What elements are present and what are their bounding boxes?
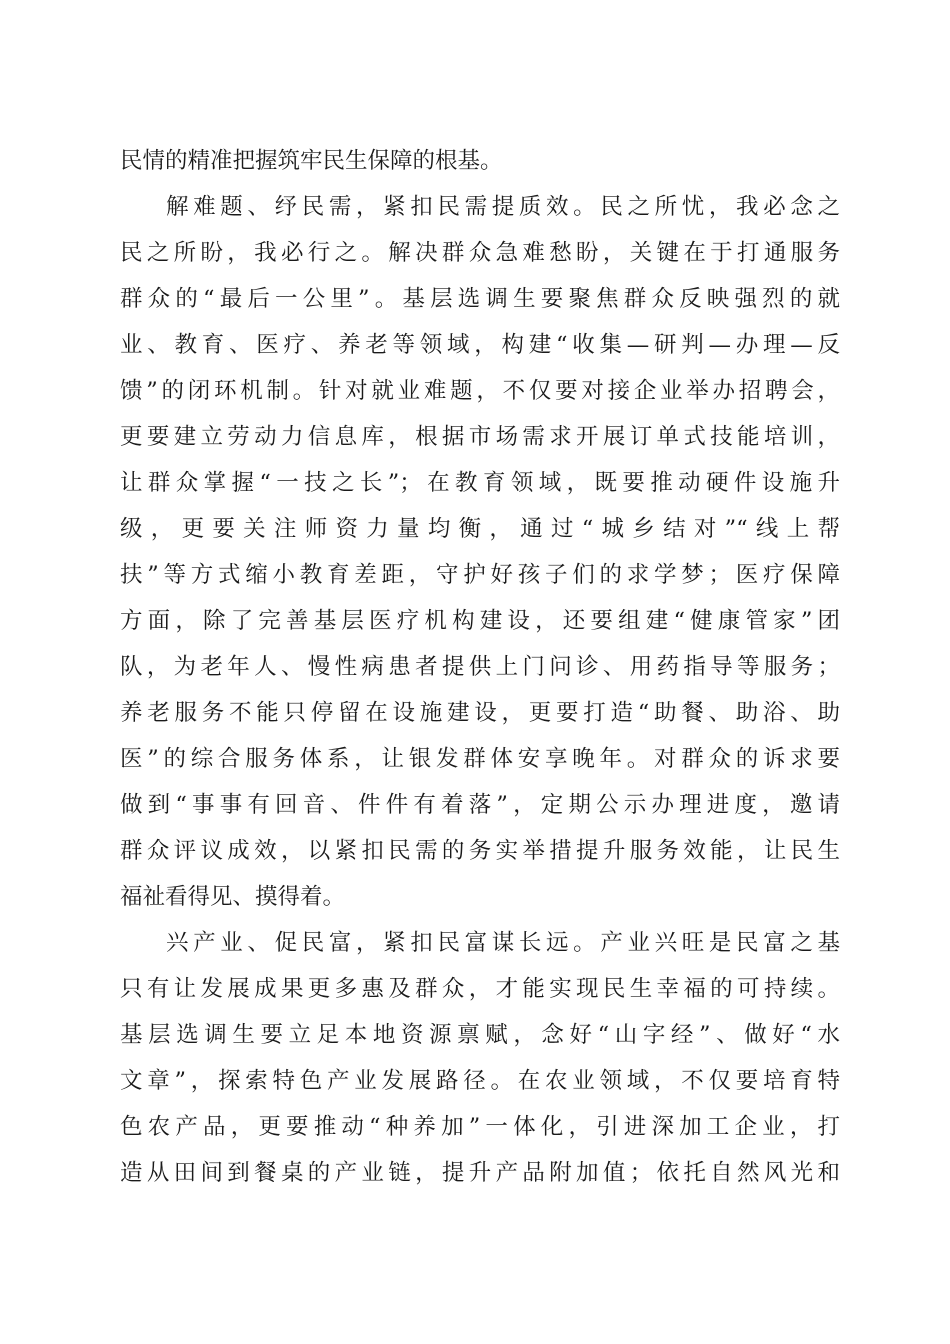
text-line: 养老服务不能只停留在设施建设，更要打造“助餐、助浴、助 <box>120 700 840 726</box>
text-line: 只有让发展成果更多惠及群众，才能实现民生幸福的可持续。 <box>120 976 840 1002</box>
paragraph-3 <box>120 920 840 1196</box>
paragraph-1 <box>120 138 840 184</box>
text-line: 馈”的闭环机制。针对就业难题，不仅要对接企业举办招聘会， <box>120 378 840 404</box>
text-line: 福祉看得见、摸得着。 <box>120 884 346 910</box>
text-line: 文章”，探索特色产业发展路径。在农业领域，不仅要培育特 <box>120 1068 840 1094</box>
body-text <box>120 138 840 1196</box>
text-line: 民情的精准把握筑牢民生保障的根基。 <box>120 148 503 174</box>
text-line: 方面，除了完善基层医疗机构建设，还要组建“健康管家”团 <box>120 608 840 634</box>
text-line: 让群众掌握“一技之长”；在教育领域，既要推动硬件设施升 <box>120 470 840 496</box>
text-line: 业、教育、医疗、养老等领域，构建“收集—研判—办理—反 <box>120 332 840 358</box>
text-line: 解难题、纾民需，紧扣民需提质效。民之所忧，我必念之 <box>166 194 840 220</box>
text-line: 色农产品，更要推动“种养加”一体化，引进深加工企业，打 <box>120 1114 840 1140</box>
text-line: 群众的“最后一公里”。基层选调生要聚焦群众反映强烈的就 <box>120 286 840 312</box>
text-line: 级，更要关注师资力量均衡，通过“城乡结对”“线上帮 <box>120 516 840 542</box>
text-line: 医”的综合服务体系，让银发群体安享晚年。对群众的诉求要 <box>120 746 840 772</box>
text-line: 基层选调生要立足本地资源禀赋，念好“山字经”、做好“水 <box>120 1022 840 1048</box>
text-line: 更要建立劳动力信息库，根据市场需求开展订单式技能培训， <box>120 424 840 450</box>
text-line: 民之所盼，我必行之。解决群众急难愁盼，关键在于打通服务 <box>120 240 840 266</box>
text-line: 兴产业、促民富，紧扣民富谋长远。产业兴旺是民富之基 <box>166 930 840 956</box>
text-line: 队，为老年人、慢性病患者提供上门问诊、用药指导等服务； <box>120 654 840 680</box>
paragraph-2 <box>120 184 840 920</box>
text-line: 造从田间到餐桌的产业链，提升产品附加值；依托自然风光和 <box>120 1160 840 1186</box>
text-line: 扶”等方式缩小教育差距，守护好孩子们的求学梦；医疗保障 <box>120 562 840 588</box>
text-line: 做到“事事有回音、件件有着落”，定期公示办理进度，邀请 <box>120 792 840 818</box>
text-line: 群众评议成效，以紧扣民需的务实举措提升服务效能，让民生 <box>120 838 840 864</box>
